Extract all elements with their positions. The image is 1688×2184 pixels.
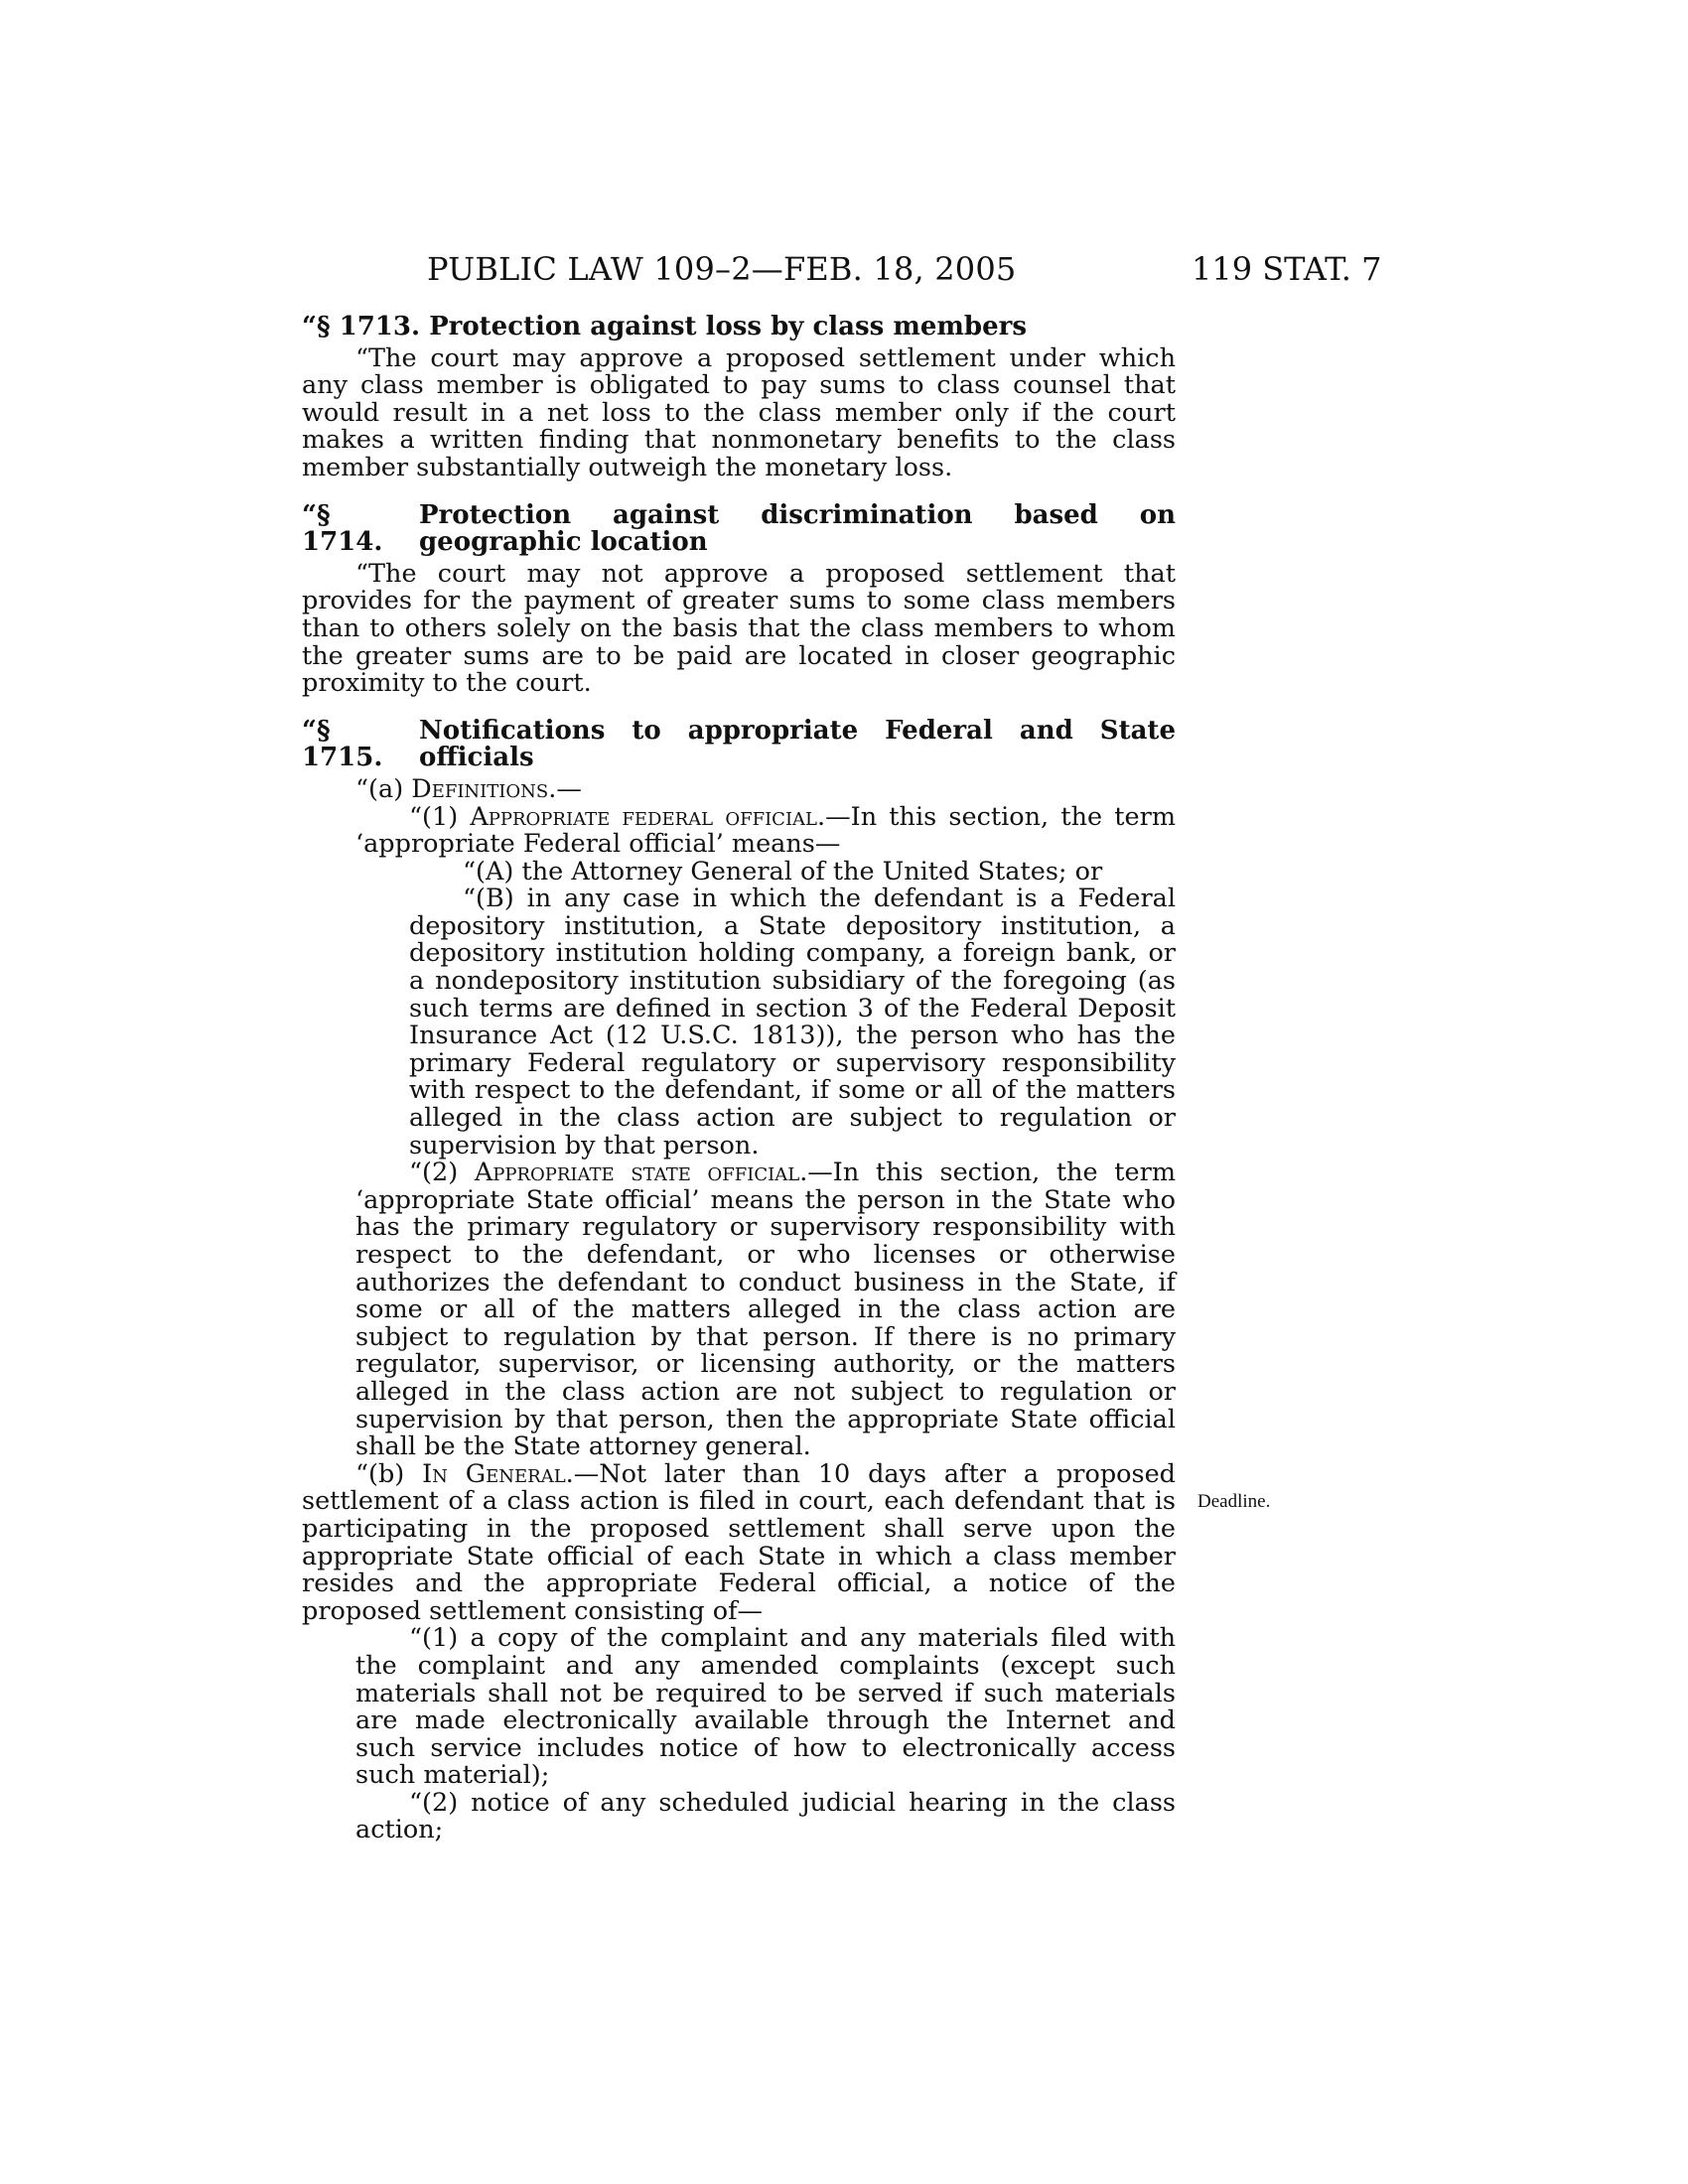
paragraph-a2-label: “(2) bbox=[409, 1158, 475, 1188]
subparagraph-a1B: “(B) in any case in which the defendant is a Federal depository institution, a State depository institution, a depository institution holding company, a foreign bank, or a nondepository institution subsidiary of the foregoing (as such terms are defined in section 3 of the Federal Deposit Insurance Act (12 U.S.C. 1813)), the person who has the primary Federal regulatory or supervisory responsibility with respect to the defendant, if some or all of the matters alleged in the class action are subject to regulation or supervision by that person. bbox=[409, 884, 1176, 1160]
subsection-a-heading bbox=[302, 773, 1176, 804]
subsection-a-caption: Definitions bbox=[411, 773, 549, 804]
paragraph-a1-text: .—In this section, the term ‘appropriate Federal official’ means— bbox=[355, 801, 1177, 860]
margin-note-deadline: Deadline. bbox=[1197, 1491, 1271, 1512]
section-1713-heading: “§ 1713. Protection against loss by class members bbox=[302, 312, 1027, 341]
subsection-b-text: .—Not later than 10 days after a proposed settlement of a class action is filed in court, each defendant that is participating in the proposed settlement shall serve upon the appropriate State official of each State in which a class member resides and the appropriate Federal official, a notice of the proposed settlement consisting of— bbox=[302, 1458, 1176, 1626]
paragraph-a2-text: .—In this section, the term ‘appropriate State official’ means the person in the State who has the primary regulatory or supervisory responsibility with respect to the defendant, or who licenses or otherwise authorizes the defendant to conduct business in the State, if some or all of the matters alleged in the class action are subject to regulation by that person. If there is no primary regulator, supervisor, or licensing authority, or the matters alleged in the class action are not subject to regulation or supervision by that person, then the appropriate State official shall be the State attorney general. bbox=[355, 1158, 1176, 1462]
section-1714-heading bbox=[302, 499, 1176, 558]
subsection-b-label: “(b) bbox=[355, 1458, 423, 1489]
subparagraph-a1A: “(A) the Attorney General of the United States; or bbox=[463, 856, 1103, 887]
section-1714-paragraph: “The court may not approve a proposed settlement that provides for the payment of greater sums to some class members than to others solely on the basis that the class members to whom the greater sums are to be paid are located in closer geographic proximity to the court. bbox=[302, 558, 1176, 699]
page-stat-number: 119 STAT. 7 bbox=[1192, 250, 1382, 288]
running-head: PUBLIC LAW 109–2—FEB. 18, 2005 bbox=[427, 250, 1017, 288]
section-1713-paragraph: “The court may approve a proposed settlement under which any class member is obligated to pay sums to class counsel that would result in a net loss to the class member only if the court makes a written finding that nonmonetary benefits to the class member substantially outweigh the monetary loss. bbox=[302, 342, 1176, 482]
subsection-a-dash: .— bbox=[548, 773, 582, 804]
subsection-b-caption: In General bbox=[422, 1458, 566, 1489]
paragraph-b1: “(1) a copy of the complaint and any materials filed with the complaint and any amended complaints (except such materials shall not be required to be served if such materials are made electronically available through the Internet and such service includes notice of how to electronically access such material); bbox=[355, 1623, 1176, 1791]
paragraph-a1 bbox=[302, 801, 1177, 860]
section-1715-heading bbox=[302, 715, 1176, 773]
section-1714-number: “§ 1714. bbox=[302, 499, 383, 558]
section-1714-title: Protection against discrimination based on geographic location bbox=[419, 499, 1176, 558]
paragraph-a2 bbox=[302, 1160, 1176, 1461]
subsection-b bbox=[302, 1458, 1176, 1626]
section-1715-title: Notifications to appropriate Federal and State officials bbox=[419, 715, 1176, 773]
body-text bbox=[302, 314, 1176, 1844]
section-1715-number: “§ 1715. bbox=[302, 715, 383, 773]
paragraph-a1-label: “(1) bbox=[409, 801, 471, 832]
paragraph-a1-caption: Appropriate federal official bbox=[470, 801, 818, 832]
subsection-a-label: “(a) bbox=[355, 773, 412, 804]
paragraph-b2: “(2) notice of any scheduled judicial hearing in the class action; bbox=[355, 1787, 1176, 1845]
paragraph-a2-caption: Appropriate state official bbox=[474, 1158, 800, 1188]
